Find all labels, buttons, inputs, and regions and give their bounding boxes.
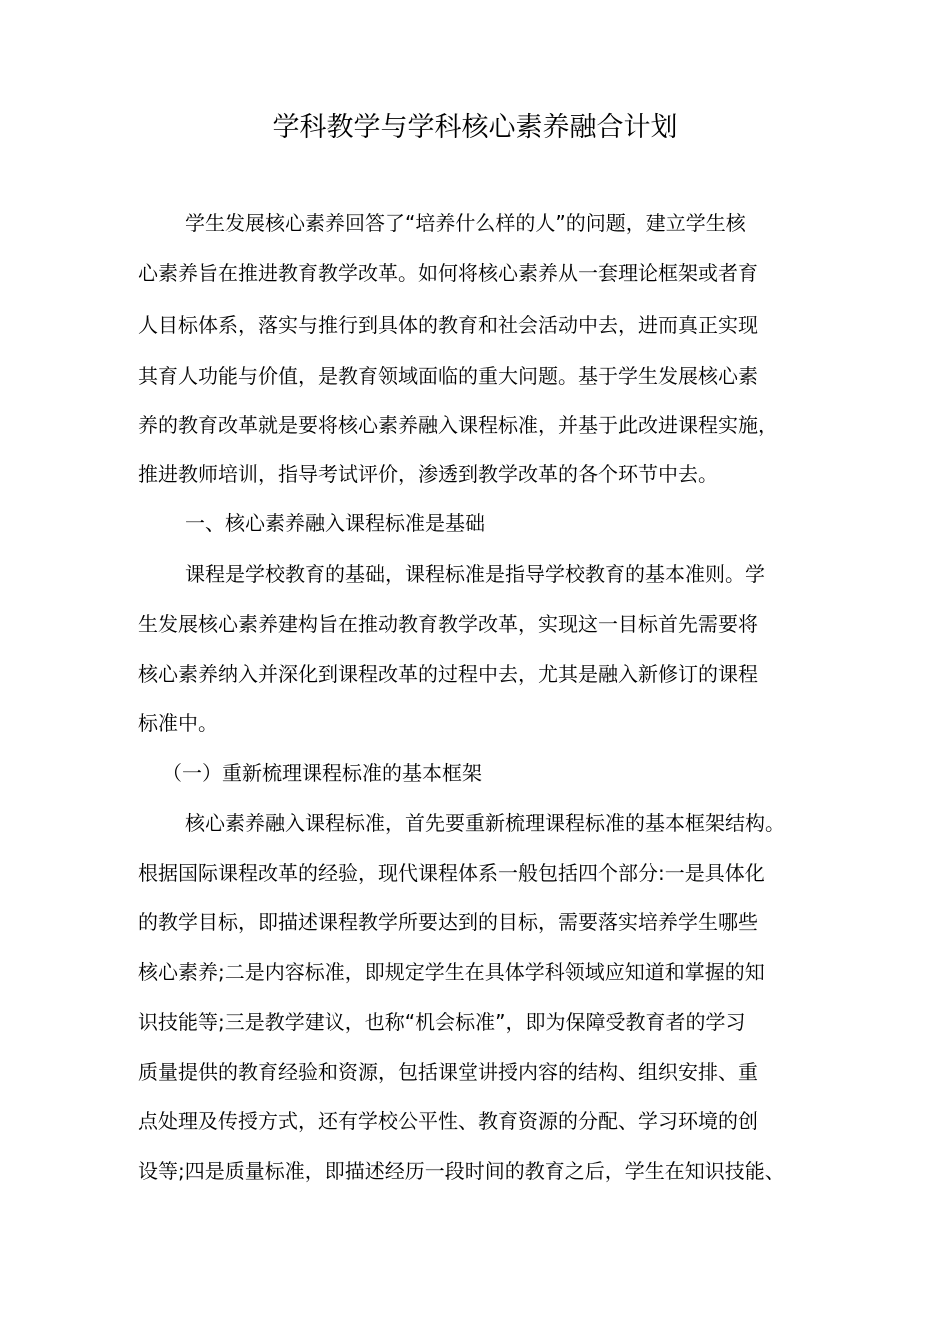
paragraph-line: 标准中。 (138, 711, 218, 735)
section-heading: 一、核心素养融入课程标准是基础 (185, 511, 485, 535)
subsection-heading: （一）重新梳理课程标准的基本框架 (162, 761, 482, 785)
paragraph-line: 其育人功能与价值，是教育领域面临的重大问题。基于学生发展核心素 (138, 364, 758, 388)
paragraph-line: 点处理及传授方式，还有学校公平性、教育资源的分配、学习环境的创 (138, 1109, 758, 1133)
paragraph-line: 核心素养;二是内容标准，即规定学生在具体学科领域应知道和掌握的知 (138, 960, 765, 984)
paragraph-line: 养的教育改革就是要将核心素养融入课程标准，并基于此改进课程实施， (138, 413, 778, 437)
paragraph-line: 学生发展核心素养回答了“培养什么样的人”的问题，建立学生核 (185, 211, 746, 235)
paragraph-line: 根据国际课程改革的经验，现代课程体系一般包括四个部分:一是具体化 (138, 861, 765, 885)
paragraph-line: 心素养旨在推进教育教学改革。如何将核心素养从一套理论框架或者育 (138, 261, 758, 285)
paragraph-line: 设等;四是质量标准，即描述经历一段时间的教育之后，学生在知识技能、 (138, 1159, 785, 1183)
document-title: 学科教学与学科核心素养融合计划 (272, 112, 678, 143)
paragraph-line: 核心素养纳入并深化到课程改革的过程中去，尤其是融入新修订的课程 (138, 662, 758, 686)
paragraph-line: 的教学目标，即描述课程教学所要达到的目标，需要落实培养学生哪些 (138, 910, 758, 934)
paragraph-line: 识技能等;三是教学建议，也称“机会标准”，即为保障受教育者的学习 (138, 1010, 746, 1034)
paragraph-line: 推进教师培训，指导考试评价，渗透到教学改革的各个环节中去。 (138, 462, 718, 486)
paragraph-line: 质量提供的教育经验和资源，包括课堂讲授内容的结构、组织安排、重 (138, 1060, 758, 1084)
paragraph-line: 生发展核心素养建构旨在推动教育教学改革，实现这一目标首先需要将 (138, 612, 758, 636)
paragraph-line: 核心素养融入课程标准，首先要重新梳理课程标准的基本框架结构。 (185, 811, 785, 835)
paragraph-line: 人目标体系，落实与推行到具体的教育和社会活动中去，进而真正实现 (138, 313, 758, 337)
paragraph-line: 课程是学校教育的基础，课程标准是指导学校教育的基本准则。学 (185, 562, 765, 586)
